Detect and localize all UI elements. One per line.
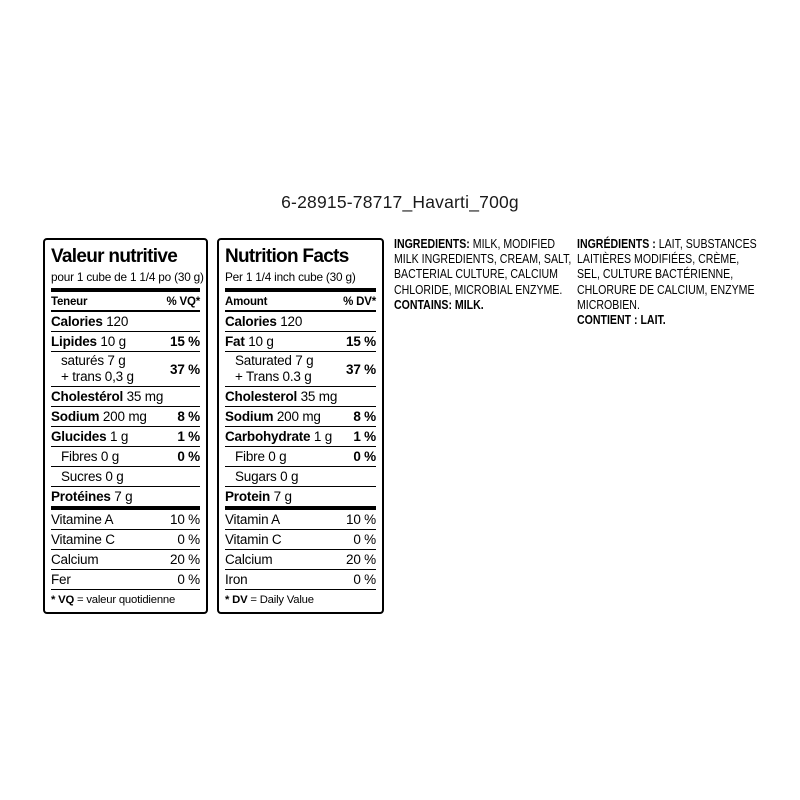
column-amount-label: Amount (225, 296, 268, 308)
daily-value-percent: 20 % (346, 552, 376, 567)
daily-value-percent: 1 % (353, 429, 376, 444)
column-header (225, 294, 376, 312)
nutrient-line: saturés 7 g (61, 353, 126, 368)
nutrient-row (51, 332, 200, 352)
ingredients-text: CHLORIDE, MICROBIAL ENZYME. (394, 282, 563, 297)
ingredients-line (577, 313, 779, 328)
ingredients-text: CHLORURE DE CALCIUM, ENZYME (577, 282, 755, 297)
nutrient-row (225, 387, 376, 407)
footnote-abbr: * DV (225, 594, 248, 606)
page-title: 6-28915-78717_Havarti_700g (281, 192, 519, 212)
nutrient-name: Protéines 7 g (51, 489, 133, 504)
nutrient-name: Iron (225, 572, 248, 587)
daily-value-percent: 0 % (353, 532, 376, 547)
ingredients-text: INGREDIENTS: (394, 237, 470, 251)
nutrient-name: Vitamine C (51, 532, 115, 547)
nutrient-row (225, 530, 376, 550)
nutrient-name: Lipides 10 g (51, 334, 126, 349)
nutrient-name: Vitamin A (225, 512, 280, 527)
daily-value-percent: 15 % (346, 334, 376, 349)
daily-value-percent: 10 % (346, 512, 376, 527)
nutrient-row (225, 352, 376, 387)
ingredients-line (577, 252, 779, 267)
daily-value-percent: 0 % (177, 572, 200, 587)
footnote: * DV = Daily Value (225, 594, 314, 606)
nutrient-name: Fat 10 g (225, 334, 274, 349)
ingredients-text: MILK, MODIFIED (469, 237, 556, 251)
daily-value-percent: 15 % (170, 334, 200, 349)
panel-title: Valeur nutritive (51, 246, 178, 267)
nutrient-row (51, 467, 200, 487)
ingredients-en (394, 237, 587, 313)
ingredients-text: LAIT, SUBSTANCES (655, 237, 757, 251)
ingredients-text: CONTAINS: MILK. (394, 297, 484, 312)
separator-thick (51, 288, 200, 292)
daily-value-percent: 10 % (170, 512, 200, 527)
nutrient-name (51, 353, 134, 385)
nutrient-row (225, 570, 376, 590)
nutrient-label: Glucides (51, 429, 107, 444)
separator-thick (225, 288, 376, 292)
nutrient-label: Calories (225, 314, 277, 329)
nutrient-name: Vitamine A (51, 512, 114, 527)
nutrient-label: Cholesterol (225, 389, 298, 404)
nutrient-row (225, 407, 376, 427)
nutrient-row (225, 550, 376, 570)
nutrient-row (225, 427, 376, 447)
nutrient-label: Carbohydrate (225, 429, 311, 444)
nutrient-label: Fat (225, 334, 245, 349)
nutrient-row (51, 387, 200, 407)
ingredients-text: CONTIENT : LAIT. (577, 313, 666, 328)
daily-value-percent: 0 % (353, 449, 376, 464)
nutrient-label: Lipides (51, 334, 97, 349)
nutrient-name: Fibre 0 g (235, 449, 287, 464)
nutrient-name: Calories 120 (51, 314, 129, 329)
nutrition-panel-fr (43, 238, 208, 614)
nutrient-row (51, 312, 200, 332)
nutrient-line: + trans 0,3 g (61, 369, 134, 384)
daily-value-percent: 37 % (346, 361, 376, 377)
nutrient-line: + Trans 0.3 g (235, 369, 312, 384)
nutrient-label: Sodium (225, 409, 274, 424)
ingredients-line (394, 267, 587, 282)
nutrient-row (51, 447, 200, 467)
nutrient-name: Fer (51, 572, 71, 587)
nutrient-line: Saturated 7 g (235, 353, 314, 368)
nutrient-row (51, 352, 200, 387)
ingredients-line (394, 237, 587, 252)
daily-value-percent: 0 % (353, 572, 376, 587)
serving-size: pour 1 cube de 1 1/4 po (30 g) (51, 270, 204, 284)
nutrient-row (51, 487, 200, 510)
nutrient-name: Glucides 1 g (51, 429, 129, 444)
column-dv-label: % DV* (343, 296, 376, 308)
nutrient-name: Calories 120 (225, 314, 303, 329)
nutrient-name: Sucres 0 g (61, 469, 124, 484)
nutrient-label: Protein (225, 489, 271, 504)
panel-title: Nutrition Facts (225, 246, 349, 267)
nutrient-name: Calcium (51, 552, 99, 567)
ingredients-line (577, 283, 779, 298)
nutrient-label: Protéines (51, 489, 111, 504)
nutrient-row (225, 510, 376, 530)
ingredients-text: LAITIÈRES MODIFIÉES, CRÈME, (577, 252, 740, 267)
ingredients-text: MILK INGREDIENTS, CREAM, SALT, (394, 252, 572, 267)
nutrient-name: Fibres 0 g (61, 449, 120, 464)
daily-value-percent: 8 % (353, 409, 376, 424)
ingredients-line (577, 267, 779, 282)
nutrient-row (51, 530, 200, 550)
nutrient-row (51, 407, 200, 427)
nutrient-name: Protein 7 g (225, 489, 292, 504)
nutrient-row (51, 510, 200, 530)
nutrient-label: Calories (51, 314, 103, 329)
footnote: * VQ = valeur quotidienne (51, 594, 176, 606)
daily-value-percent: 0 % (177, 532, 200, 547)
daily-value-percent: 0 % (177, 449, 200, 464)
nutrient-name: Sodium 200 mg (51, 409, 147, 424)
nutrient-row (225, 332, 376, 352)
ingredients-line (394, 283, 587, 298)
nutrient-name: Calcium (225, 552, 273, 567)
nutrient-name (225, 353, 313, 385)
nutrient-name: Carbohydrate 1 g (225, 429, 333, 444)
nutrient-label: Sodium (51, 409, 100, 424)
nutrient-name: Vitamin C (225, 532, 282, 547)
column-amount-label: Teneur (51, 296, 88, 308)
nutrient-row (51, 550, 200, 570)
ingredients-line (577, 298, 779, 313)
daily-value-percent: 20 % (170, 552, 200, 567)
ingredients-text: BACTERIAL CULTURE, CALCIUM (394, 267, 558, 282)
nutrient-row (225, 467, 376, 487)
nutrient-row (225, 447, 376, 467)
nutrient-name: Cholestérol 35 mg (51, 389, 164, 404)
ingredients-line (394, 298, 587, 313)
column-dv-label: % VQ* (166, 296, 200, 308)
daily-value-percent: 1 % (177, 429, 200, 444)
daily-value-percent: 8 % (177, 409, 200, 424)
serving-size: Per 1 1/4 inch cube (30 g) (225, 270, 356, 284)
nutrient-row (51, 570, 200, 590)
daily-value-percent: 37 % (170, 361, 200, 377)
ingredients-fr (577, 237, 779, 328)
ingredients-text: SEL, CULTURE BACTÉRIENNE, (577, 267, 734, 282)
nutrient-name: Sodium 200 mg (225, 409, 321, 424)
nutrient-row (225, 487, 376, 510)
nutrient-row (225, 312, 376, 332)
nutrition-panel-en (217, 238, 384, 614)
nutrient-name: Sugars 0 g (235, 469, 299, 484)
ingredients-line (394, 252, 587, 267)
nutrient-label: Cholestérol (51, 389, 124, 404)
column-header (51, 294, 200, 312)
ingredients-line (577, 237, 779, 252)
ingredients-text: MICROBIEN. (577, 297, 640, 312)
nutrient-name: Cholesterol 35 mg (225, 389, 338, 404)
ingredients-text: INGRÉDIENTS : (577, 237, 656, 251)
footnote-abbr: * VQ (51, 594, 75, 606)
nutrient-row (51, 427, 200, 447)
